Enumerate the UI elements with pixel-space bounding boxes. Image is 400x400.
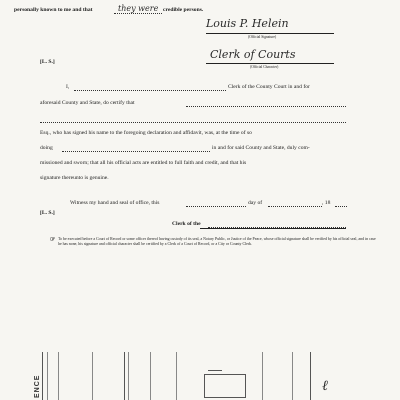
strip-rule bbox=[262, 352, 263, 400]
witness-day-blank bbox=[186, 206, 246, 207]
clerk-signature-line bbox=[200, 228, 346, 229]
character-line bbox=[206, 63, 334, 64]
cert-line6: signature thereunto is genuine. bbox=[40, 175, 109, 181]
known-line: personally known to me and that bbox=[14, 7, 93, 13]
strip-rule bbox=[92, 352, 93, 400]
official-character-caption: (Official Character) bbox=[250, 65, 279, 69]
cert-line5: missioned and sworn; that all his official acts are entitled to full faith and credit, and that his bbox=[40, 160, 247, 166]
witness-prefix: Witness my hand and seal of office, this bbox=[70, 200, 160, 206]
strip-rule bbox=[292, 352, 293, 400]
witness-day: day of bbox=[248, 200, 263, 206]
cert-esq-blank bbox=[40, 122, 346, 123]
stamp-box bbox=[204, 374, 246, 398]
strip-rule bbox=[58, 352, 59, 400]
cert-line1-suffix: Clerk of the County Court in and for bbox=[228, 84, 310, 90]
cert-doing-blank bbox=[62, 151, 210, 152]
cert-line1-prefix: I, bbox=[66, 84, 70, 90]
strip-rule bbox=[128, 352, 129, 400]
witness-month-blank bbox=[268, 206, 322, 207]
strip-rule bbox=[150, 352, 151, 400]
clerk-handwriting: Clerk of Courts bbox=[210, 48, 296, 61]
stamp-strip bbox=[0, 352, 400, 400]
credible-text: credible persons. bbox=[163, 7, 204, 13]
footnote-text: To be executed before a Court of Record or some officer thereof having custody of its seal, a Notary Public, or Justice of the Peace, whose official signature shall be verified by his official seal, and in case he has none, his signature and official character shall be certified by a Clerk of a Court of Record, or a City or County Clerk. bbox=[58, 237, 376, 247]
clerk-of-the-blank bbox=[208, 227, 346, 228]
cert-line4-prefix: doing bbox=[40, 145, 53, 151]
strip-rule bbox=[176, 352, 177, 400]
ls-seal-label-1: [L. S.] bbox=[40, 59, 55, 65]
strip-rule bbox=[42, 352, 43, 400]
known-blank bbox=[114, 13, 162, 14]
cert-line4-suffix: in and for said County and State, duly com- bbox=[212, 145, 310, 151]
official-signature-caption: (Official Signature) bbox=[248, 35, 277, 39]
cert-line3: Esq., who has signed his name to the foregoing declaration and affidavit, was, at the time of so bbox=[40, 130, 252, 136]
witness-year-blank bbox=[335, 206, 347, 207]
known-handwriting: they were bbox=[118, 4, 159, 13]
ls-seal-label-2: [L. S.] bbox=[40, 210, 55, 216]
cert-line2: aforesaid County and State, do certify that bbox=[40, 100, 135, 106]
strip-rule bbox=[124, 352, 125, 400]
strip-rule bbox=[47, 352, 48, 400]
pointing-hand-icon: ☞ bbox=[50, 237, 56, 243]
stamp-vertical-text: ENCE bbox=[34, 374, 41, 398]
clerk-of-the: Clerk of the bbox=[172, 221, 201, 227]
stamp-mark bbox=[208, 370, 222, 375]
strip-rule bbox=[310, 352, 311, 400]
cert-name-blank bbox=[74, 90, 226, 91]
signature-handwriting: Louis P. Helein bbox=[206, 17, 289, 30]
side-mark: ℓ bbox=[322, 378, 328, 394]
cert-certify-blank bbox=[186, 106, 346, 107]
signature-line bbox=[206, 33, 334, 34]
witness-year: , 18 bbox=[322, 200, 331, 206]
